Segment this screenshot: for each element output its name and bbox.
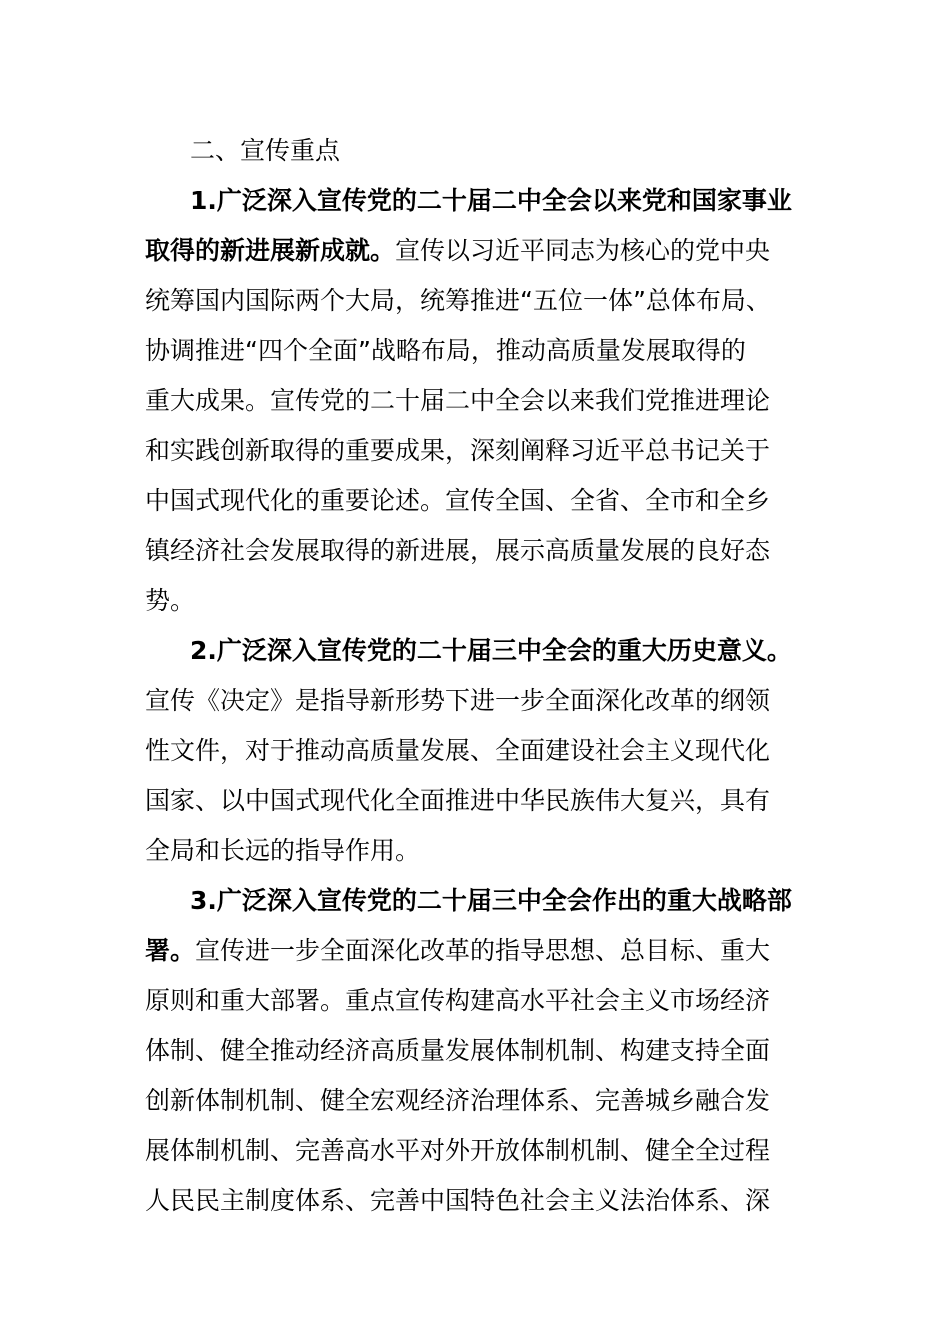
item-1-body-line: 镇经济社会发展取得的新进展，展示高质量发展的良好态 — [145, 536, 771, 565]
item-1-body-line: 协调推进“四个全面”战略布局，推动高质量发展取得的 — [145, 336, 746, 365]
item-1-body-line: 统筹国内国际两个大局，统筹推进“五位一体”总体布局、 — [145, 286, 771, 315]
item-1-body-line: 中国式现代化的重要论述。宣传全国、全省、全市和全乡 — [145, 486, 771, 515]
item-1-body-first: 宣传以习近平同志为核心的党中央 — [395, 236, 771, 265]
item-1-title-line-2: 取得的新进展新成就。 — [145, 236, 396, 265]
item-2-body-line: 宣传《决定》是指导新形势下进一步全面深化改革的纲领 — [145, 686, 771, 715]
item-3-body-first: 宣传进一步全面深化改革的指导思想、总目标、重大 — [195, 936, 771, 965]
item-3-body-line: 人民民主制度体系、完善中国特色社会主义法治体系、深 — [145, 1186, 771, 1215]
item-1-body-line: 和实践创新取得的重要成果，深刻阐释习近平总书记关于 — [145, 436, 771, 465]
item-2-body-line: 性文件，对于推动高质量发展、全面建设社会主义现代化 — [145, 736, 771, 765]
item-3-line-2 — [145, 936, 770, 966]
item-1-line-2 — [145, 236, 770, 266]
item-3-body-line: 原则和重大部署。重点宣传构建高水平社会主义市场经济 — [145, 986, 771, 1015]
item-3-body-line: 创新体制机制、健全宏观经济治理体系、完善城乡融合发 — [145, 1086, 771, 1115]
item-2-body-line: 国家、以中国式现代化全面推进中华民族伟大复兴，具有 — [145, 786, 771, 815]
item-2-body-line: 全局和长远的指导作用。 — [145, 836, 421, 865]
item-1-body-line: 势。 — [145, 586, 196, 615]
item-3-title-line-1: 3.广泛深入宣传党的二十届三中全会作出的重大战略部 — [190, 886, 792, 915]
item-3-title-line-2: 署。 — [145, 936, 196, 965]
item-1-title-line-1: 1.广泛深入宣传党的二十届二中全会以来党和国家事业 — [190, 186, 792, 215]
item-3-body-line: 体制、健全推动经济高质量发展体制机制、构建支持全面 — [145, 1036, 771, 1065]
item-2-title: 2.广泛深入宣传党的二十届三中全会的重大历史意义。 — [190, 636, 792, 665]
section-heading: 二、宣传重点 — [190, 136, 341, 165]
item-3-body-line: 展体制机制、完善高水平对外开放体制机制、健全全过程 — [145, 1136, 771, 1165]
item-1-body-line: 重大成果。宣传党的二十届二中全会以来我们党推进理论 — [145, 386, 771, 415]
